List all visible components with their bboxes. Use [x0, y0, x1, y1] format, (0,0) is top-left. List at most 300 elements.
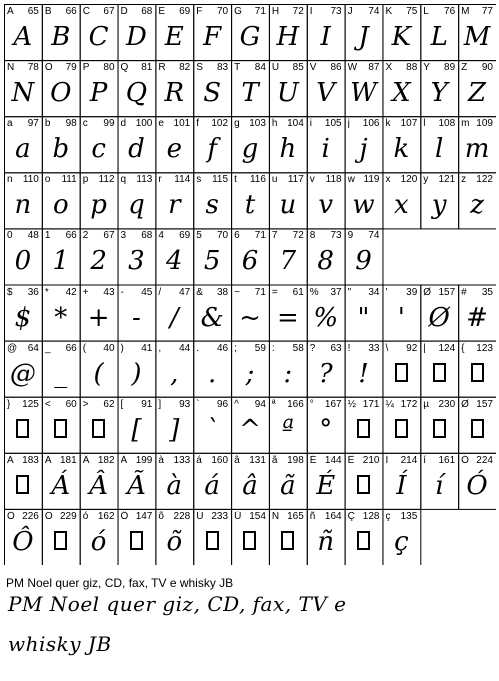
glyph-sample: 5 [203, 246, 221, 277]
missing-glyph-icon [471, 419, 484, 438]
glyph-cell [345, 4, 383, 60]
glyph-sample: H [276, 22, 300, 52]
glyph-caption [461, 174, 494, 186]
glyph-code-label: 121 [438, 174, 456, 186]
sample-text-line-2: whisky JB [8, 632, 112, 656]
glyph-caption [234, 343, 267, 355]
glyph-char-label: } [7, 398, 11, 410]
glyph-cell [118, 60, 156, 116]
glyph-caption [385, 511, 418, 523]
glyph-cell [231, 228, 269, 284]
glyph-sample: g [241, 134, 259, 165]
glyph-caption [423, 174, 456, 186]
glyph-sample: & [200, 302, 224, 333]
glyph-char-label: < [44, 398, 51, 410]
glyph-cell [231, 341, 269, 397]
glyph-sample: D [126, 22, 147, 52]
glyph-char-label: Ú [196, 510, 204, 522]
glyph-char-label: b [44, 118, 51, 130]
glyph-cell [4, 116, 42, 172]
glyph-code-label: 100 [135, 118, 153, 130]
glyph-char-label: @ [7, 342, 18, 354]
glyph-cell [307, 509, 345, 565]
glyph-sample: W [350, 78, 377, 109]
glyph-caption [45, 118, 78, 130]
glyph-cell [307, 228, 345, 284]
glyph-char-label: m [461, 118, 470, 130]
glyph-cell [80, 341, 118, 397]
glyph-char-label: Q [120, 62, 129, 74]
glyph-code-label: 89 [444, 62, 456, 74]
glyph-cell [80, 397, 118, 453]
glyph-caption [83, 230, 116, 242]
glyph-code-label: 115 [212, 174, 229, 186]
glyph-cell [80, 509, 118, 565]
glyph-code-label: 58 [292, 342, 304, 354]
glyph-caption [423, 118, 456, 130]
glyph-sample: , [170, 358, 179, 389]
glyph-char-label: t [234, 174, 237, 186]
glyph-sample: Q [125, 78, 148, 109]
glyph-caption [7, 230, 40, 242]
glyph-code-label: 44 [179, 342, 191, 354]
glyph-char-label: N [7, 62, 15, 74]
glyph-char-label: õ [158, 510, 164, 522]
glyph-code-label: 43 [103, 286, 115, 298]
glyph-sample: * [54, 302, 68, 333]
glyph-caption [348, 174, 381, 186]
glyph-code-label: 86 [330, 62, 342, 74]
glyph-char-label: " [347, 286, 352, 298]
glyph-sample: # [466, 302, 488, 333]
glyph-code-label: 81 [141, 62, 153, 74]
glyph-char-label: á [196, 454, 202, 466]
glyph-caption [234, 118, 267, 130]
glyph-cell [458, 453, 496, 509]
missing-glyph-box [4, 411, 42, 451]
glyph-code-label: 102 [211, 118, 229, 130]
glyph-sample: Y [430, 78, 448, 109]
missing-glyph-box [269, 523, 307, 563]
glyph-cell [382, 4, 420, 60]
missing-glyph-icon [54, 419, 67, 438]
glyph-cell [80, 116, 118, 172]
glyph-caption [196, 174, 229, 186]
glyph-char-label: u [271, 174, 278, 186]
missing-glyph-icon [16, 475, 29, 494]
missing-glyph-icon [357, 419, 370, 438]
glyph-code-label: 164 [324, 510, 342, 522]
glyph-caption [7, 455, 40, 467]
glyph-char-label: T [234, 62, 241, 74]
glyph-caption [7, 118, 40, 130]
glyph-caption [272, 455, 305, 467]
missing-glyph-icon [471, 363, 484, 382]
glyph-cell [4, 285, 42, 341]
glyph-cell [231, 285, 269, 341]
glyph-caption [158, 118, 191, 130]
glyph-char-label: 8 [309, 230, 316, 242]
glyph-code-label: 71 [254, 6, 266, 17]
glyph-sample: Í [396, 470, 407, 501]
glyph-code-label: 82 [179, 62, 191, 74]
missing-glyph-box [382, 411, 420, 451]
glyph-cell [269, 509, 307, 565]
missing-glyph-box [118, 523, 156, 563]
glyph-caption [461, 343, 494, 355]
glyph-caption [310, 230, 343, 242]
glyph-char-label: 2 [82, 230, 89, 242]
glyph-cell [193, 116, 231, 172]
glyph-char-label: ? [309, 342, 316, 354]
glyph-sample: ' [397, 302, 405, 333]
glyph-char-label: µ [423, 398, 430, 410]
glyph-sample: z [470, 190, 484, 221]
glyph-caption [158, 399, 191, 411]
glyph-caption [310, 455, 343, 467]
glyph-sample: ! [358, 358, 369, 389]
glyph-char-label: g [234, 118, 240, 130]
glyph-caption [121, 6, 154, 18]
glyph-cell [420, 4, 458, 60]
missing-glyph-icon [433, 363, 446, 382]
glyph-cell [80, 172, 118, 228]
glyph-sample: n [14, 190, 32, 221]
glyph-cell [269, 228, 307, 284]
glyph-sample: 7 [279, 246, 297, 277]
glyph-code-label: 41 [141, 342, 153, 354]
glyph-sample: t [244, 190, 256, 221]
glyph-char-label: { [461, 342, 465, 354]
glyph-caption [423, 62, 456, 74]
glyph-sample: p [90, 190, 107, 221]
glyph-code-label: 40 [103, 342, 115, 354]
glyph-cell [382, 397, 420, 453]
missing-glyph-icon [395, 419, 408, 438]
glyph-char-label: 0 [7, 230, 13, 242]
glyph-caption [196, 455, 229, 467]
glyph-code-label: 47 [179, 286, 191, 298]
glyph-caption [234, 62, 267, 74]
glyph-cell [155, 228, 193, 284]
glyph-cell [80, 285, 118, 341]
glyph-caption [83, 287, 116, 299]
glyph-sample: m [464, 134, 490, 165]
glyph-char-label: Í [385, 454, 389, 466]
missing-glyph-icon [16, 419, 29, 438]
glyph-sample: w [352, 190, 375, 221]
glyph-char-label: ã [271, 454, 278, 466]
glyph-code-label: 106 [362, 118, 380, 130]
glyph-char-label: Ñ [271, 510, 280, 522]
glyph-code-label: 230 [438, 398, 456, 410]
glyph-caption [234, 174, 267, 186]
glyph-cell [42, 509, 80, 565]
glyph-code-label: 69 [179, 230, 191, 242]
glyph-cell [80, 453, 118, 509]
glyph-code-label: 131 [249, 454, 266, 466]
glyph-caption [158, 455, 191, 467]
glyph-caption [7, 399, 40, 411]
glyph-code-label: 157 [476, 398, 493, 410]
glyph-caption [348, 230, 381, 242]
glyph-char-label: R [158, 62, 166, 74]
glyph-sample: É [316, 470, 336, 501]
glyph-code-label: 97 [27, 118, 39, 130]
glyph-code-label: 214 [400, 454, 418, 466]
glyph-caption [45, 399, 78, 411]
glyph-code-label: 59 [254, 342, 266, 354]
glyph-sample: ã [280, 470, 296, 501]
glyph-caption [461, 455, 494, 467]
glyph-sample: R [164, 78, 185, 109]
glyph-char-label: ° [309, 398, 314, 410]
glyph-caption [45, 62, 78, 74]
glyph-cell [269, 285, 307, 341]
glyph-code-label: 70 [216, 6, 229, 17]
glyph-code-label: 105 [324, 118, 342, 130]
glyph-code-label: 35 [481, 286, 493, 298]
glyph-char-label: G [234, 6, 242, 17]
glyph-sample: f [207, 134, 217, 165]
glyph-char-label: C [82, 6, 90, 17]
glyph-cell [155, 453, 193, 509]
glyph-sample: ] [169, 414, 180, 445]
glyph-code-label: 73 [330, 230, 342, 242]
glyph-caption [7, 343, 40, 355]
glyph-char-label: ] [158, 398, 162, 410]
glyph-cell [345, 172, 383, 228]
glyph-caption [121, 399, 154, 411]
glyph-cell [458, 172, 496, 228]
missing-glyph-box [458, 411, 496, 451]
glyph-cell [155, 116, 193, 172]
glyph-caption [158, 511, 191, 523]
glyph-caption [83, 455, 116, 467]
glyph-code-label: 123 [476, 342, 493, 354]
glyph-char-label: | [423, 342, 426, 354]
glyph-code-label: 68 [141, 6, 153, 17]
glyph-char-label: ª [271, 398, 276, 410]
glyph-code-label: 165 [287, 510, 304, 522]
glyph-code-label: 93 [179, 398, 191, 410]
glyph-char-label: : [271, 342, 275, 354]
glyph-char-label: $ [7, 286, 13, 298]
glyph-sample: : [283, 358, 293, 389]
glyph-caption [158, 174, 191, 186]
glyph-caption [272, 399, 305, 411]
glyph-char-label: 6 [234, 230, 240, 242]
glyph-caption [158, 287, 191, 299]
missing-glyph-icon [433, 419, 446, 438]
glyph-caption [272, 230, 305, 242]
glyph-code-label: 198 [287, 454, 304, 466]
glyph-code-label: 162 [97, 510, 115, 522]
missing-glyph-icon [357, 531, 370, 550]
glyph-sample: l [435, 134, 444, 165]
glyph-code-label: 87 [368, 62, 380, 74]
glyph-code-label: 147 [135, 510, 153, 522]
glyph-sample: V [316, 78, 336, 109]
glyph-char-label: \ [385, 342, 389, 354]
glyph-sample: ª [281, 414, 295, 445]
glyph-sample: X [392, 78, 411, 109]
glyph-sample: d [128, 134, 145, 165]
glyph-char-label: Ü [234, 510, 242, 522]
glyph-sample: ñ [317, 526, 335, 557]
glyph-caption [423, 6, 456, 18]
glyph-code-label: 46 [216, 342, 229, 354]
glyph-code-label: 167 [324, 398, 342, 410]
glyph-char-label: o [44, 174, 51, 186]
glyph-caption [83, 399, 116, 411]
glyph-caption [45, 343, 78, 355]
glyph-char-label: ^ [234, 398, 239, 410]
glyph-sample: B [51, 22, 71, 52]
glyph-code-label: 42 [65, 286, 77, 298]
glyph-sample: / [169, 302, 179, 333]
glyph-caption [423, 455, 456, 467]
glyph-cell [307, 4, 345, 60]
glyph-code-label: 172 [400, 398, 418, 410]
glyph-caption [310, 118, 343, 130]
glyph-code-label: 70 [216, 230, 229, 242]
glyph-cell [118, 4, 156, 60]
glyph-cell [458, 60, 496, 116]
glyph-char-label: Ç [347, 510, 355, 522]
glyph-cell [269, 172, 307, 228]
glyph-caption [196, 343, 229, 355]
missing-glyph-box [42, 411, 80, 451]
glyph-cell [155, 60, 193, 116]
glyph-cell [345, 228, 383, 284]
glyph-char-label: K [385, 6, 393, 17]
glyph-code-label: 80 [103, 62, 115, 74]
glyph-code-label: 74 [368, 230, 380, 242]
glyph-caption [158, 230, 191, 242]
glyph-code-label: 157 [438, 286, 456, 298]
glyph-caption [83, 343, 116, 355]
glyph-cell [307, 341, 345, 397]
missing-glyph-icon [357, 475, 370, 494]
glyph-sample: 6 [241, 246, 259, 277]
glyph-cell [42, 172, 80, 228]
glyph-cell [458, 397, 496, 453]
glyph-code-label: 110 [22, 174, 39, 186]
glyph-caption [272, 287, 305, 299]
glyph-caption [83, 62, 116, 74]
glyph-cell [42, 341, 80, 397]
glyph-cell [193, 397, 231, 453]
glyph-code-label: 88 [406, 62, 418, 74]
glyph-caption [121, 455, 154, 467]
glyph-caption [348, 287, 381, 299]
glyph-sample: ó [90, 526, 107, 557]
glyph-caption [272, 62, 305, 74]
glyph-sample: + [87, 302, 110, 333]
glyph-caption [348, 511, 381, 523]
glyph-sample: b [52, 134, 70, 165]
glyph-char-label: ~ [234, 286, 240, 298]
glyph-char-label: M [461, 6, 470, 17]
glyph-char-label: j [347, 118, 350, 130]
glyph-code-label: 125 [22, 398, 39, 410]
glyph-cell [193, 341, 231, 397]
glyph-char-label: + [82, 286, 89, 298]
glyph-cell [269, 341, 307, 397]
glyph-caption [121, 287, 154, 299]
glyph-char-label: d [120, 118, 127, 130]
glyph-caption [348, 62, 381, 74]
glyph-caption [45, 230, 78, 242]
glyph-sample: à [166, 470, 183, 501]
glyph-caption [385, 118, 418, 130]
glyph-sample: e [166, 134, 182, 165]
glyph-code-label: 39 [406, 286, 418, 298]
glyph-char-label: k [385, 118, 391, 130]
glyph-sample: k [393, 134, 410, 165]
glyph-cell [307, 285, 345, 341]
glyph-sample: ç [394, 526, 409, 557]
missing-glyph-box [420, 411, 458, 451]
glyph-sample: @ [9, 358, 36, 389]
glyph-caption [45, 174, 78, 186]
glyph-sample: ) [131, 358, 142, 389]
glyph-cell [307, 397, 345, 453]
glyph-caption [7, 62, 40, 74]
glyph-char-label: - [120, 286, 124, 298]
glyph-sample: Ã [127, 470, 146, 501]
glyph-code-label: 61 [292, 286, 304, 298]
glyph-caption [310, 174, 343, 186]
glyph-sample: I [320, 22, 331, 52]
glyph-code-label: 96 [216, 398, 229, 410]
glyph-sample: $ [14, 302, 32, 333]
glyph-sample: h [279, 134, 297, 165]
glyph-char-label: É [309, 454, 317, 466]
missing-glyph-box [4, 467, 42, 507]
glyph-char-label: Ø [423, 286, 432, 298]
glyph-char-label: _ [44, 342, 51, 354]
glyph-sample: á [204, 470, 220, 501]
glyph-sample: 1 [52, 246, 70, 277]
glyph-cell [193, 172, 231, 228]
missing-glyph-box [345, 467, 383, 507]
glyph-code-label: 48 [27, 230, 39, 242]
glyph-sample: ? [318, 358, 333, 389]
glyph-caption [423, 287, 456, 299]
glyph-sample: P [89, 78, 108, 109]
glyph-cell [4, 341, 42, 397]
glyph-char-label: â [234, 454, 240, 466]
glyph-code-label: 108 [438, 118, 456, 130]
glyph-sample: [ [131, 414, 142, 445]
glyph-sample: Ó [466, 470, 488, 501]
glyph-cell [269, 4, 307, 60]
glyph-code-label: 199 [135, 454, 153, 466]
glyph-char-label: O [44, 62, 53, 74]
glyph-char-label: [ [120, 398, 124, 410]
glyph-char-label: Á [44, 454, 52, 466]
glyph-caption [121, 343, 154, 355]
missing-glyph-box [458, 355, 496, 395]
glyph-caption [385, 287, 418, 299]
glyph-char-label: S [196, 62, 203, 74]
glyph-sample: c [91, 134, 106, 165]
glyph-cell [193, 4, 231, 60]
glyph-char-label: ½ [347, 398, 356, 410]
glyph-code-label: 154 [249, 510, 266, 522]
